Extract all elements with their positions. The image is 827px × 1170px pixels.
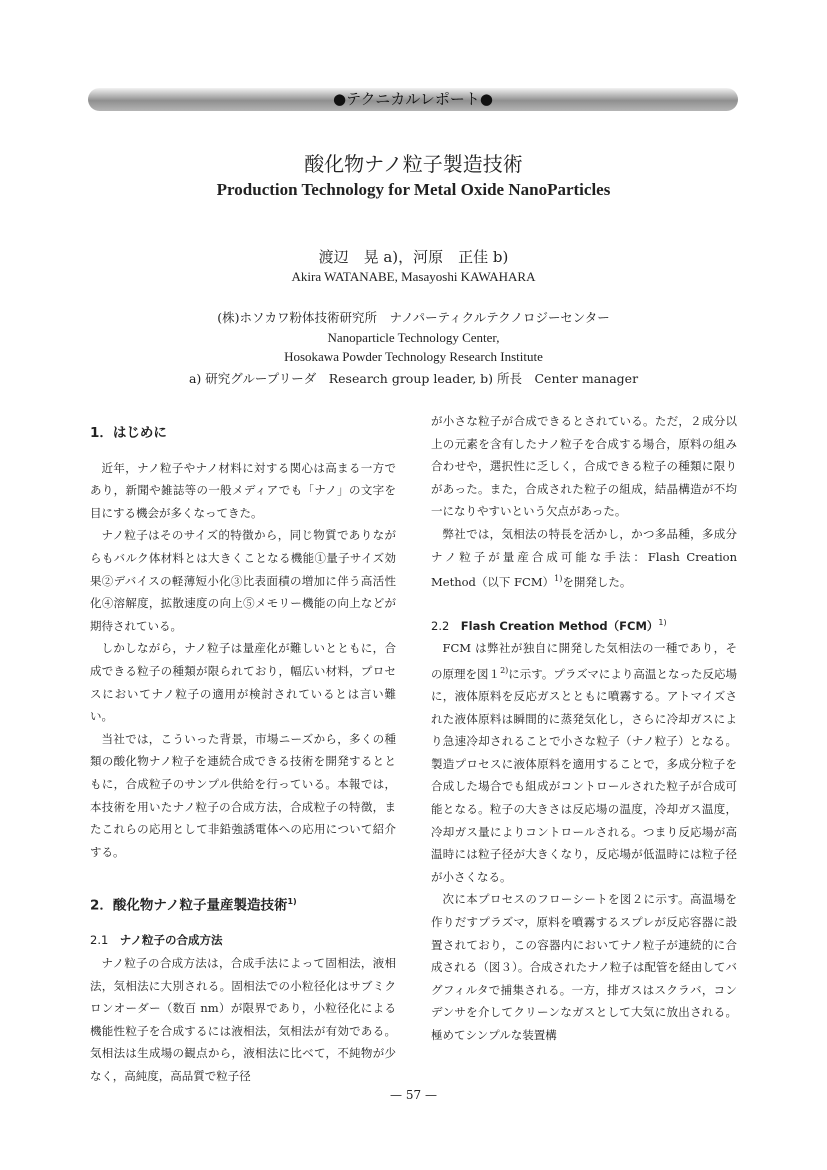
- continued-paragraph: が小さな粒子が合成できるとされている。ただ，２成分以上の元素を含有したナノ粒子を合成する場合，原料の組み合わせや，選択性に乏しく，合成できる粒子の種類に限りがあった。また，合成された粒子の組成，結晶構造が不均一になりやすいという欠点があった。: [431, 414, 737, 519]
- heading-mass-production: [90, 891, 396, 917]
- fcm-principle-text-a: FCM は弊社が独自に開発した気相法の一種であり，その原理を図１: [431, 641, 737, 681]
- left-column: [90, 414, 396, 1088]
- heading-mass-production-ref: 1): [287, 897, 297, 907]
- author-roles: a) 研究グループリーダ Research group leader, b) 所長 Center manager: [188, 371, 639, 386]
- intro-paragraph-3: しかしながら，ナノ粒子は量産化が難しいとともに，合成できる粒子の種類が限られており，幅広い材料，プロセスにおいてナノ粒子の適用が検討されているとは言い難い。: [90, 641, 396, 724]
- page-number: — 57 —: [390, 1088, 437, 1102]
- subheading-fcm-number: 2.2: [431, 618, 450, 633]
- fcm-principle-text-b: に示す。プラズマにより高温となった反応場に，液体原料を反応ガスとともに噴霧する。アトマイズされた液体原料は瞬間的に蒸発気化し，さらに冷却ガスにより急速冷却されることで小さな粒子（ナノ粒子）となる。製造プロセスに液体原料を適用することで，多成分粒子を合成した場合でも組成がコントロールされた粒子が合成可能となる。粒子の大きさは反応場の温度，冷却ガス温度，冷却ガス量によりコントロールされる。つまり反応場が高温時には粒子径が大きくなり，反応場が低温時には粒子径が小さくなる。: [431, 666, 737, 884]
- subheading-synthesis-method: [90, 929, 396, 952]
- fcm-principle-ref: 2): [500, 665, 509, 675]
- affiliation-japanese: (株)ホソカワ粉体技術研究所 ナノパーティクルテクノロジーセンター: [217, 310, 610, 325]
- affiliation-english-line1: Nanoparticle Technology Center,: [327, 330, 500, 345]
- title-japanese: 酸化物ナノ粒子製造技術: [304, 152, 523, 176]
- heading-introduction: 1．はじめに: [90, 425, 167, 441]
- intro-paragraph-1: 近年，ナノ粒子やナノ材料に対する関心は高まる一方であり，新聞や雑誌等の一般メディアでも「ナノ」の文字を目にする機会が多くなってきた。: [90, 460, 396, 520]
- right-column: [431, 410, 737, 1047]
- subheading-fcm-ref: 1): [658, 617, 667, 627]
- fcm-intro-ref: 1): [554, 574, 563, 584]
- flowsheet-paragraph: 次に本プロセスのフローシートを図２に示す。高温場を作りだすプラズマ，原料を噴霧するスプレが反応容器に設置されており，この容器内においてナノ粒子が連続的に合成される（図３）。合成されたナノ粒子は配管を経由してバグフィルタで捕集される。一方，排ガスはスクラバ，コンデンサを介してクリーンなガスとして大気に放出される。極めてシンプルな装置構: [431, 892, 737, 1042]
- heading-mass-production-text: 2．酸化物ナノ粒子量産製造技術: [90, 897, 288, 914]
- section-banner: ●テクニカルレポート●: [88, 88, 738, 111]
- subheading-fcm-text: Flash Creation Method（FCM）: [460, 618, 659, 633]
- affiliation-english-line2: Hosokawa Powder Technology Research Institute: [284, 349, 543, 364]
- authors-english: Akira WATANABE, Masayoshi KAWAHARA: [291, 269, 536, 284]
- intro-paragraph-4: 当社では，こういった背景，市場ニーズから，多くの種類の酸化物ナノ粒子を連続合成できる技術を開発するとともに，合成粒子のサンプル供給を行っている。本報では，本技術を用いたナノ粒子の合成方法，合成粒子の特徴，またこれらの応用として非鉛強誘電体への応用について紹介する。: [90, 731, 396, 859]
- subheading-number: 2.1: [90, 933, 109, 948]
- synthesis-paragraph: ナノ粒子の合成方法は，合成手法によって固相法，液相法，気相法に大別される。固相法での小粒径化はサブミクロンオーダー（数百 nm）が限界であり，小粒径化による機能性粒子を合成するには液相法，気相法が有効である。気相法は生成場の観点から，液相法に比べて，不純物が少なく，高純度，高品質で粒子径: [90, 955, 396, 1083]
- intro-paragraph-2: ナノ粒子はそのサイズ的特徴から，同じ物質でありながらもバルク体材料とは大きくことなる機能①量子サイズ効果②デバイスの軽薄短小化③比表面積の増加に伴う高活性化④溶解度，拡散速度の向上⑤メモリー機能の向上などが期待されている。: [90, 528, 396, 633]
- subheading-text: ナノ粒子の合成方法: [119, 933, 223, 948]
- subheading-fcm: [431, 612, 737, 637]
- fcm-intro-paragraph: [431, 523, 737, 594]
- fcm-principle-paragraph: [431, 637, 737, 888]
- authors-japanese: 渡辺 晃 a)，河原 正佳 b): [318, 248, 509, 266]
- title-english: Production Technology for Metal Oxide NanoParticles: [216, 180, 611, 199]
- fcm-intro-tail: を開発した。: [562, 574, 632, 589]
- fcm-intro-text: 弊社では，気相法の特長を活かし，かつ多品種，多成分ナノ粒子が量産合成可能な手法：Flash Creation Method（以下 FCM）: [431, 526, 737, 589]
